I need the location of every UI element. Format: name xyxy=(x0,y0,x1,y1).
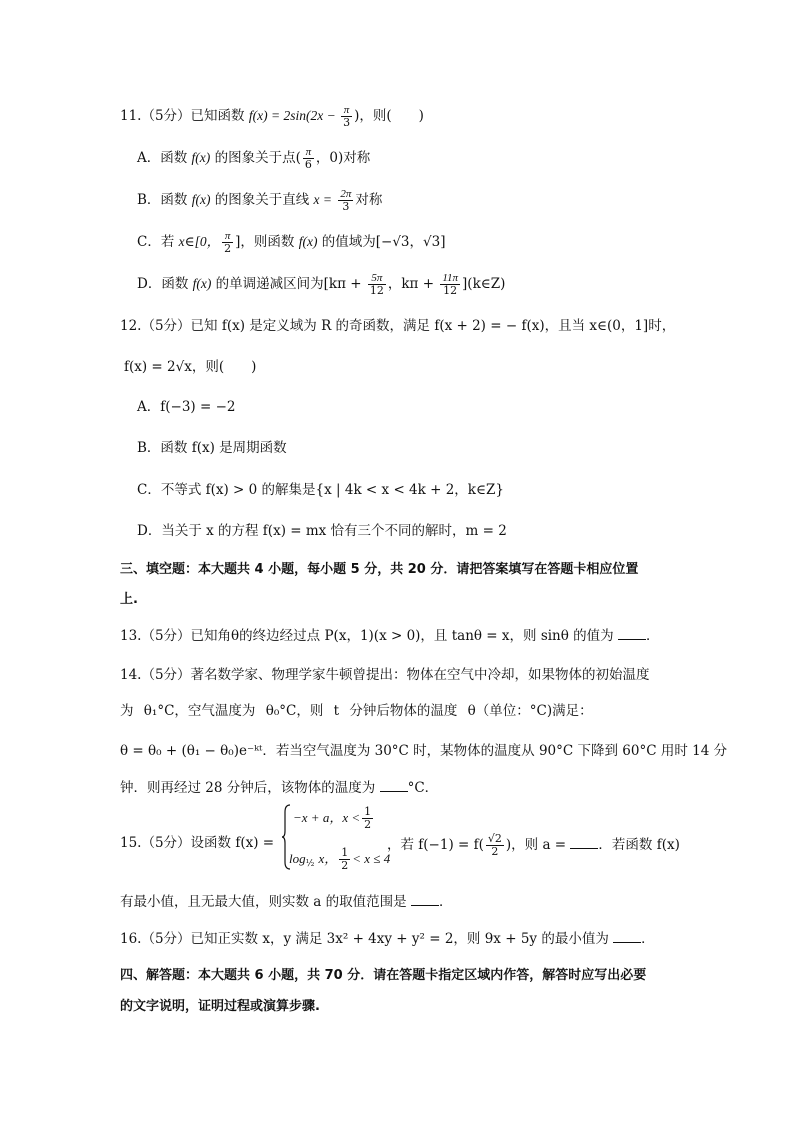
fraction-pi-over-3: $\frac{\pi}{3}$ xyxy=(343,104,351,129)
section-4-heading-2: 的文字说明，证明过程或演算步骤. xyxy=(120,999,320,1014)
q12-option-d: D．当关于 x 的方程 f(x) = mx 恰有三个不同的解时，m = 2 xyxy=(137,523,507,539)
fraction-pi-over-6: $\frac{\pi}{6}$ xyxy=(304,146,312,171)
q11-option-c: C．若 x∈[0， $\frac{\pi}{2}$ ]，则函数 f(x) 的值域为[−√3，√3] xyxy=(137,230,446,255)
fraction-one-half: $\frac{1}{2}$ xyxy=(341,846,349,872)
q16: 16.（5分）已知正实数 x，y 满足 3x² + 4xy + y² = 2，则 9x + 5y 的最小值为 ． xyxy=(120,931,655,947)
q12-stem-2: f(x) = 2√x，则( ) xyxy=(124,359,257,375)
fraction-one-half: $\frac{1}{2}$ xyxy=(364,805,372,831)
fraction-2pi-over-3: $\frac{2\pi}{3}$ xyxy=(340,188,352,213)
q11-option-b: B．函数 f(x) 的图象关于直线 x = $\frac{2\pi}{3}$ 对称 xyxy=(137,188,383,213)
q11-stem: 11.（5分）已知函数 f(x) = 2sin(2x − $\frac{\pi}{3}$ )，则( ) xyxy=(120,104,424,129)
fraction-sqrt2-over-2: $\frac{√2}{2}$ xyxy=(487,832,502,858)
answer-blank xyxy=(380,779,408,792)
q12-option-c: C．不等式 f(x) > 0 的解集是{x | 4k < x < 4k + 2，k∈Z} xyxy=(137,482,504,498)
q12-option-a: A．f(−3) = −2 xyxy=(137,399,236,415)
section-3-heading: 三、填空题：本大题共 4 小题，每小题 5 分，共 20 分．请把答案填写在答题卡相应位置 xyxy=(120,562,639,577)
q11-option-a: A．函数 f(x) 的图象关于点( $\frac{\pi}{6}$ ，0)对称 xyxy=(137,146,371,171)
answer-blank xyxy=(570,836,598,849)
q14-line-4: 钟．则再经过 28 分钟后，该物体的温度为 °C． xyxy=(120,780,439,796)
answer-blank xyxy=(618,627,646,640)
section-3-heading-2: 上. xyxy=(120,592,138,607)
fraction-pi-over-2: $\frac{\pi}{2}$ xyxy=(224,230,232,255)
q15-piece-1: −x + a，x < $\frac{1}{2}$ xyxy=(293,805,372,831)
section-4-heading: 四、解答题：本大题共 6 小题，共 70 分．请在答题卡指定区域内作答，解答时应写出必要 xyxy=(120,968,647,983)
q14-line-2: 为 θ₁°C，空气温度为 θ₀°C，则 t 分钟后物体的温度 θ（单位：°C)满足： xyxy=(120,703,593,719)
fraction-5pi-over-12: $\frac{5\pi}{12}$ xyxy=(369,272,384,297)
answer-blank xyxy=(613,930,641,943)
q14-line-3: θ = θ₀ + (θ₁ − θ₀)e⁻ᵏᵗ．若当空气温度为 30°C 时，某物体的温度从 90°C 下降到 60°C 用时 14 分 xyxy=(120,743,728,759)
answer-blank xyxy=(411,893,439,906)
q14-line-1: 14.（5分）著名数学家、物理学家牛顿曾提出：物体在空气中冷却，如果物体的初始温度 xyxy=(120,667,650,683)
q15-condition: ，若 f(−1) = f( $\frac{√2}{2}$ )，则 a = ．若函数 f(x) xyxy=(387,832,680,858)
q12-option-b: B．函数 f(x) 是周期函数 xyxy=(137,440,287,456)
q12-stem: 12.（5分）已知 f(x) 是定义域为 R 的奇函数，满足 f(x + 2) = − f(x)，且当 x∈(0，1]时， xyxy=(120,318,676,334)
q15-line-2: 有最小值，且无最大值，则实数 a 的取值范围是 ． xyxy=(120,894,453,910)
fraction-11pi-over-12: $\frac{11\pi}{12}$ xyxy=(442,272,459,297)
q15-lead: 15.（5分）设函数 f(x) = xyxy=(120,835,275,851)
q11-option-d: D．函数 f(x) 的单调递减区间为[kπ + $\frac{5\pi}{12}$ ，kπ + $\frac{11\pi}{12}$ ](k∈Z) xyxy=(137,272,506,297)
q13: 13.（5分）已知角θ的终边经过点 P(x，1)(x > 0)，且 tanθ = x，则 sinθ 的值为 ． xyxy=(120,628,660,644)
q15-piece-2: $\log_{\frac{1}{2}} x$， $\frac{1}{2}$ < x ≤ 4 xyxy=(289,846,391,872)
